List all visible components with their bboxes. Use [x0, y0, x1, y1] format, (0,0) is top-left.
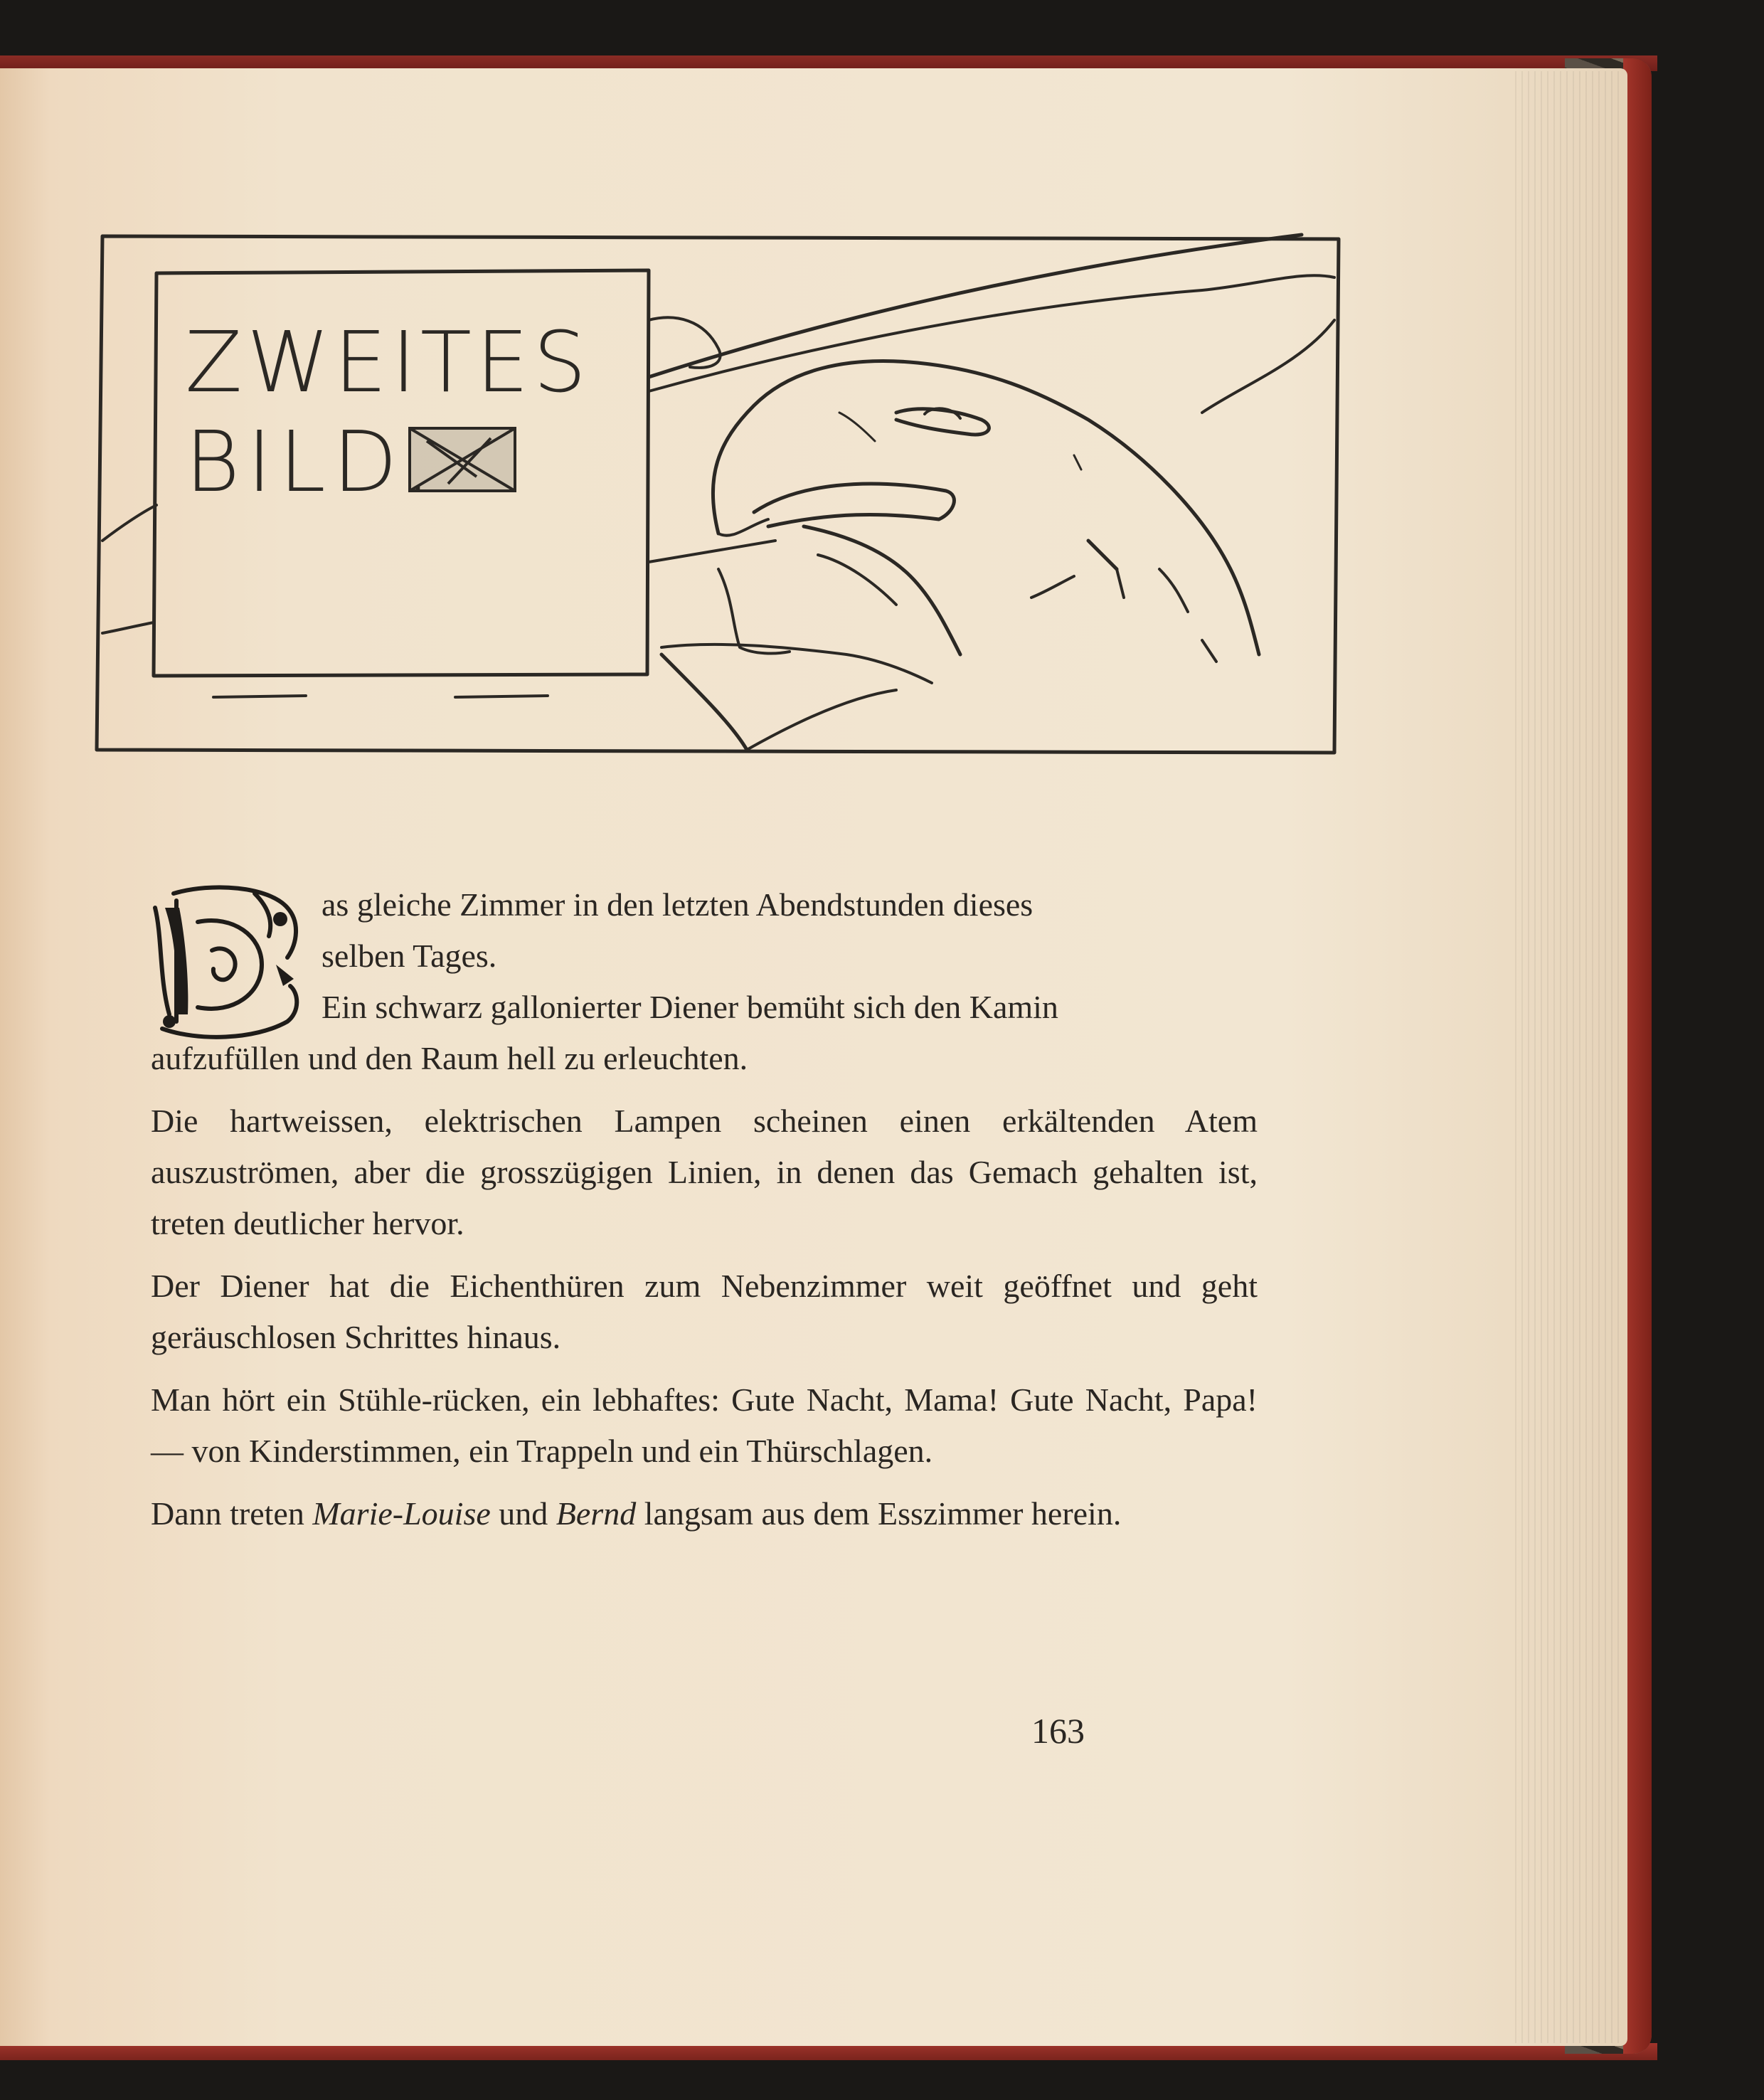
paragraph-2-start — [322, 982, 1258, 1033]
p6-name-bernd: Bernd — [556, 1495, 637, 1532]
body-text — [151, 879, 1258, 1551]
page-stack-edges — [1515, 71, 1622, 2043]
book-cover-spine-edge — [1623, 58, 1652, 2054]
eagle-beak — [754, 484, 954, 526]
p1-line1: as gleiche Zimmer in den letzten Abendstunden dieses — [322, 886, 1034, 923]
p2-line1: Ein schwarz gallonierter Diener bemüht sich den Kamin — [322, 989, 1058, 1025]
p6-mid: und — [490, 1495, 556, 1532]
decorative-initial-d — [148, 879, 304, 1044]
headpiece-title-line1: ZWEITES — [185, 313, 591, 411]
eagle-head-outline — [713, 361, 1259, 655]
paragraph-5: Man hört ein Stühle-rücken, ein lebhaftes: Gute Nacht, Mama! Gute Nacht, Papa! — von Kinderstimmen, ein Trappeln und ein Thürschlagen. — [151, 1382, 1258, 1469]
p1-line2: selben Tages. — [322, 938, 497, 974]
p6-end: langsam aus dem Esszimmer herein. — [636, 1495, 1122, 1532]
paragraph-6 — [151, 1488, 1258, 1539]
ornament-motif — [410, 428, 515, 491]
paragraph-1 — [322, 879, 1258, 982]
p2-rest: aufzufüllen und den Raum hell zu erleuchten. — [151, 1040, 748, 1076]
paragraph-2-rest — [151, 1033, 1258, 1084]
headpiece-illustration — [92, 228, 1344, 761]
page-number: 163 — [1031, 1711, 1085, 1751]
paragraph-3: Die hartweissen, elektrischen Lampen scheinen einen erkältenden Atem auszuströmen, aber die grosszügigen Linien, in denen das Gemach gehalten ist, treten deutlicher hervor. — [151, 1103, 1258, 1241]
p6-name-marie-louise: Marie-Louise — [312, 1495, 491, 1532]
headpiece-title-line2: BILD. — [185, 413, 439, 511]
first-paragraphs — [151, 879, 1258, 1033]
p6-start: Dann treten — [151, 1495, 313, 1532]
paragraph-4: Der Diener hat die Eichenthüren zum Nebenzimmer weit geöffnet und geht geräuschlosen Schrittes hinaus. — [151, 1268, 1258, 1355]
eagle-eye — [896, 409, 989, 435]
